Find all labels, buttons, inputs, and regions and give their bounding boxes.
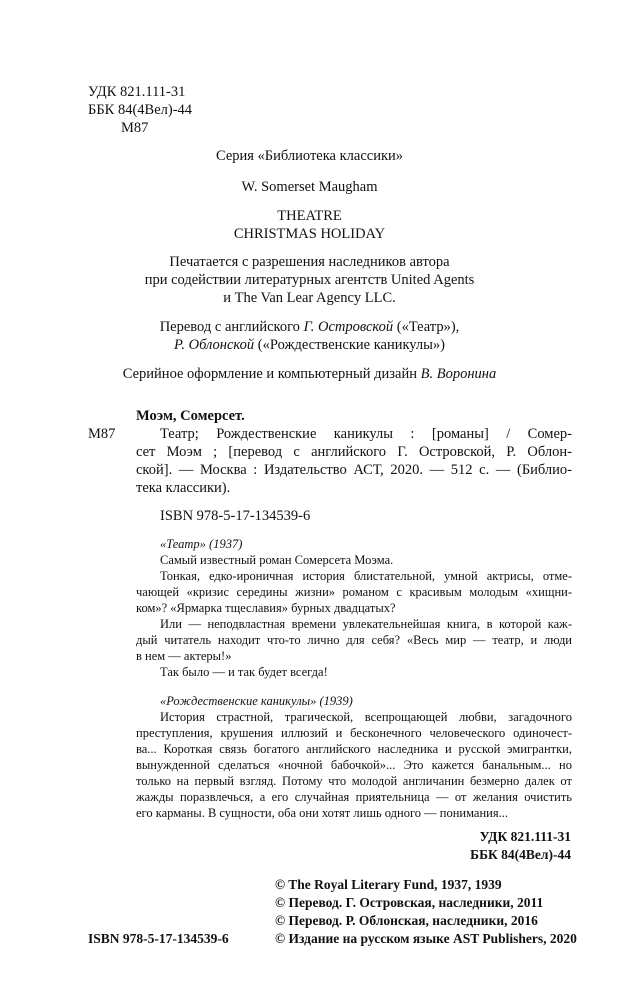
annotation-theatre-line-1: Самый известный роман Сомерсета Моэма. [160,553,394,567]
copyright-line-3: © Перевод. Р. Облонская, наследники, 2016 [275,913,538,928]
annotation-theatre-line-6: дый читатель находит что-то лично для себя? «Весь мир — театр, и люди [136,633,572,647]
annotation-christmas-line-1: История страстной, трагической, всепрощающей любви, загадочного [160,710,572,724]
original-author: W. Somerset Maugham [241,179,378,195]
copyright-line-2: © Перевод. Г. Островская, наследники, 2011 [275,895,544,910]
bottom-udk: УДК 821.111-31 [479,829,571,844]
permission-line-3: и The Van Lear Agency LLC. [223,290,396,306]
permission-line-2: при содействии литературных агентств United Agents [144,272,475,288]
original-title-christmas: CHRISTMAS HOLIDAY [233,226,386,242]
annotation-theatre-title: «Театр» (1937) [160,537,243,551]
translation-line-1 [0,319,619,336]
copyright-line-1: © The Royal Literary Fund, 1937, 1939 [275,877,502,892]
permission-line-1: Печатается с разрешения наследников автора [169,254,450,270]
annotation-theatre-line-5: Или — неподвластная времени увлекательнейшая книга, в которой каж- [160,617,572,631]
udk-code: УДК 821.111-31 [88,84,186,100]
translator-2: Р. Облонской [174,337,255,353]
translation-suffix-1: («Театр»), [393,319,460,335]
design-text: Серийное оформление и компьютерный дизайн [122,366,421,382]
annotation-christmas-line-4: вынужденной сделаться «ночной бабочкой»... Это кажется банальным... но [136,758,572,772]
bottom-isbn: ISBN 978-5-17-134539-6 [88,931,229,946]
catalog-isbn: ISBN 978-5-17-134539-6 [160,508,311,524]
annotation-theatre-line-8: Так было — и так будет всегда! [160,665,328,679]
annotation-christmas-line-7: его карманы. В сущности, оба они хотят лишь одного — понимания... [136,806,508,820]
original-title-theatre: THEATRE [277,208,342,224]
translation-suffix-2: («Рождественские каникулы») [254,337,445,353]
annotation-theatre-line-2: Тонкая, едко-ироничная история блистательной, умной актрисы, отме- [160,569,572,583]
series-title: Серия «Библиотека классики» [215,148,404,164]
author-mark: М87 [121,120,149,136]
catalog-line-2: сет Моэм ; [перевод с английского Г. Островской, Р. Облон- [136,444,572,460]
translator-1: Г. Островской [303,319,394,335]
annotation-christmas-line-2: преступления, крушения иллюзий и бесконечного человеческого одиночест- [136,726,572,740]
translation-prefix: Перевод с английского [159,319,304,335]
catalog-line-1: Театр; Рождественские каникулы : [романы] / Сомер- [160,426,572,442]
annotation-christmas-title: «Рождественские каникулы» (1939) [160,694,353,708]
annotation-theatre-line-3: чающей «кризис середины жизни» романом с красивым молодым «хищни- [136,585,572,599]
translation-line-2 [0,337,619,354]
designer-name: В. Воронина [420,366,497,382]
annotation-christmas-line-3: ва... Короткая связь богатого английского наследника и русской эмигрантки, [136,742,572,756]
bottom-bbk: ББК 84(4Вел)-44 [470,847,571,862]
catalog-line-4: тека классики). [136,480,231,496]
copyright-line-4: © Издание на русском языке AST Publishers, 2020 [275,931,577,946]
bbk-code: ББК 84(4Вел)-44 [88,102,193,118]
catalog-heading: Моэм, Сомерсет. [136,408,245,424]
catalog-mark: М87 [88,426,116,442]
design-credit [0,366,619,383]
catalog-line-3: ской]. — Москва : Издательство АСТ, 2020. — 512 с. — (Библио- [136,462,572,478]
annotation-theatre-line-7: в нем — актеры!» [136,649,232,663]
annotation-christmas-line-5: только на первый взгляд. Потому что молодой англичанин безмерно далек от [136,774,572,788]
annotation-christmas-line-6: жажды поразвлечься, а его случайная приятельница — от желания очистить [136,790,572,804]
annotation-theatre-line-4: ком»? «Ярмарка тщеславия» бурных двадцатых? [136,601,396,615]
